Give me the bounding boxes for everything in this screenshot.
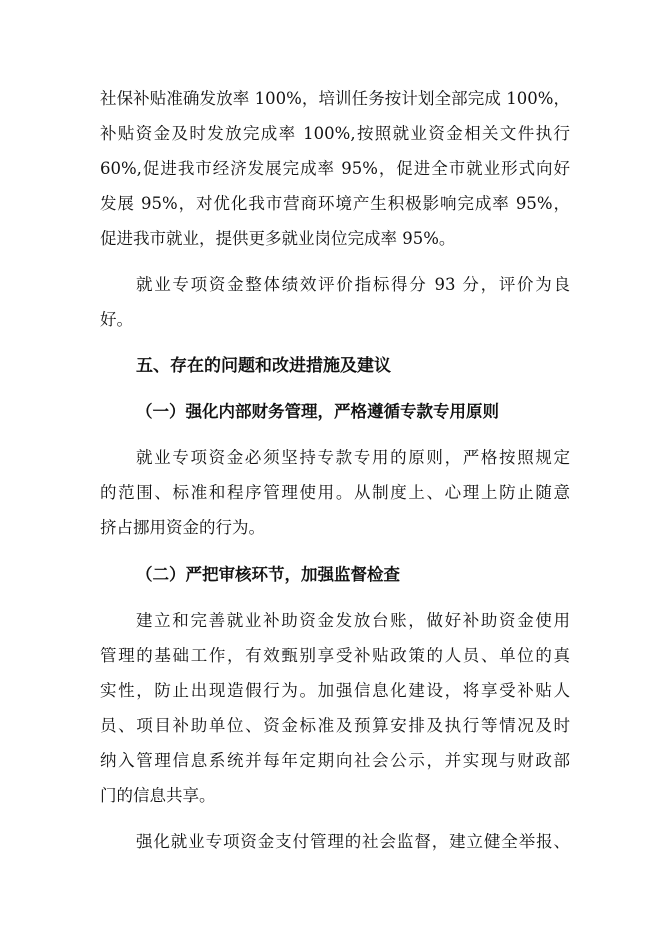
text-line: 补贴资金及时发放完成率 100%,按照就业资金相关文件执行 xyxy=(100,124,570,143)
text-line: 员、项目补助单位、资金标准及预算安排及执行等情况及时 xyxy=(100,716,570,735)
text-line: 门的信息共享。 xyxy=(100,786,216,805)
text-line: 社保补贴准确发放率 100%，培训任务按计划全部完成 100%， xyxy=(100,89,570,108)
text-line: 管理的基础工作，有效甄别享受补贴政策的人员、单位的真 xyxy=(100,646,570,665)
text-line: 挤占挪用资金的行为。 xyxy=(100,518,265,537)
text-line: 就业专项资金整体绩效评价指标得分 93 分，评价为良 xyxy=(136,275,570,294)
text-line: 促进我市就业，提供更多就业岗位完成率 95%。 xyxy=(100,229,456,248)
subheading-audit-supervision: （二）严把审核环节，加强监督检查 xyxy=(136,565,400,584)
text-line: 发展 95%，对优化我市营商环境产生积极影响完成率 95%， xyxy=(100,194,570,213)
text-line: 实性，防止出现造假行为。加强信息化建设，将享受补贴人 xyxy=(100,681,570,700)
text-line: 建立和完善就业补助资金发放台账，做好补助资金使用 xyxy=(136,611,570,630)
text-line: 纳入管理信息系统并每年定期向社会公示，并实现与财政部 xyxy=(100,751,570,770)
text-line: 就业专项资金必须坚持专款专用的原则，严格按照规定 xyxy=(136,448,570,467)
text-line: 60%,促进我市经济发展完成率 95%，促进全市就业形式向好 xyxy=(100,159,570,178)
text-line: 强化就业专项资金支付管理的社会监督，建立健全举报、 xyxy=(136,832,570,851)
text-line: 好。 xyxy=(100,310,133,329)
text-line: 的范围、标准和程序管理使用。从制度上、心理上防止随意 xyxy=(100,483,570,502)
subheading-financial-management: （一）强化内部财务管理，严格遵循专款专用原则 xyxy=(136,402,499,421)
section-heading: 五、存在的问题和改进措施及建议 xyxy=(136,356,391,376)
